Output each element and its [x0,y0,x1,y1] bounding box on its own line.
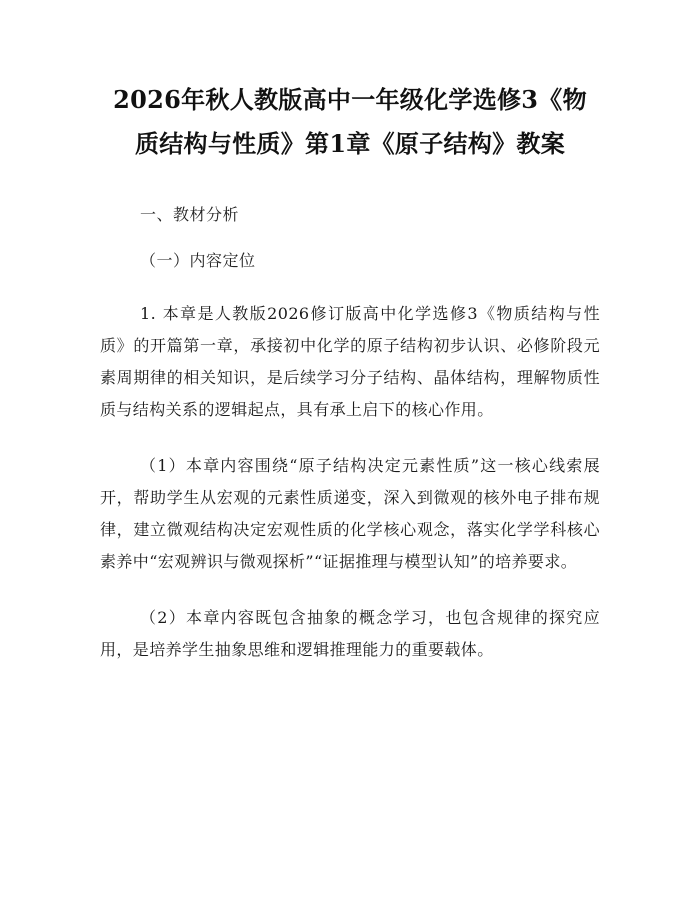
paragraph-core-thread: （1）本章内容围绕“原子结构决定元素性质”这一核心线索展开，帮助学生从宏观的元素性质递变，深入到微观的核外电子排布规律，建立微观结构决定宏观性质的化学核心观念，落实化学学科核心素养中“宏观辨识与微观探析”“证据推理与模型认知”的培养要求。 [100,456,600,571]
document-title-line-1: 2026年秋人教版高中一年级化学选修3《物 [113,85,587,114]
subsection-heading: （一）内容定位 [140,251,256,270]
document-title [100,78,600,166]
document-title-line-2: 质结构与性质》第1章《原子结构》教案 [134,129,566,158]
paragraph-learning-carrier: （2）本章内容既包含抽象的概念学习，也包含规律的探究应用，是培养学生抽象思维和逻辑推理能力的重要载体。 [100,608,600,659]
section-heading: 一、教材分析 [140,205,240,224]
paragraph-chapter-position: 1. 本章是人教版2026修订版高中化学选修3《物质结构与性质》的开篇第一章，承接初中化学的原子结构初步认识、必修阶段元素周期律的相关知识，是后续学习分子结构、晶体结构，理解物质性质与结构关系的逻辑起点，具有承上启下的核心作用。 [100,304,600,419]
